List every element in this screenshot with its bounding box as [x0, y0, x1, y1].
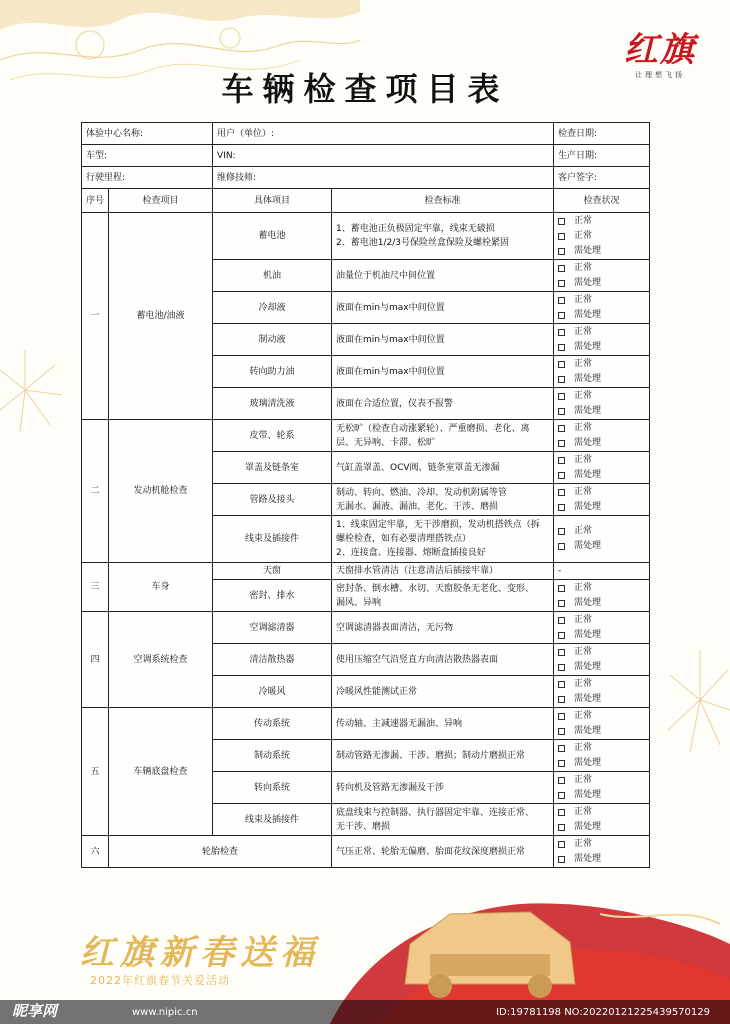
standard-cell [332, 388, 554, 420]
status-label: 正常 [574, 806, 593, 817]
status-label: 正常 [574, 326, 593, 337]
standard-line: 1、蓄电池正负极固定牢靠，线束无破损 [336, 224, 495, 234]
checkbox-icon[interactable] [558, 664, 565, 671]
standard-line: 漏风、异响 [336, 597, 382, 608]
watermark-id: ID:19781198 NO:20220121225439570129 [496, 1007, 710, 1018]
info-row [82, 123, 650, 145]
group-name: 轮胎检查 [109, 836, 332, 868]
standard-line: 液面在min与max中间位置 [336, 366, 445, 377]
status-label: 正常 [574, 614, 593, 625]
info-cell: 行驶里程: [82, 167, 213, 189]
inspection-table [81, 122, 650, 868]
status-option[interactable] [558, 820, 645, 835]
status-cell [554, 676, 650, 708]
checkbox-icon[interactable] [558, 824, 565, 831]
checkbox-icon[interactable] [558, 713, 565, 720]
standard-cell [332, 708, 554, 740]
status-cell [554, 213, 650, 260]
group-seq: 一 [82, 213, 109, 420]
checkbox-icon[interactable] [558, 361, 565, 368]
status-option[interactable] [558, 308, 645, 323]
checkbox-icon[interactable] [558, 408, 565, 415]
standard-cell [332, 356, 554, 388]
standard-line: 空调滤清器表面清洁，无污物 [336, 622, 454, 633]
checkbox-icon[interactable] [558, 681, 565, 688]
watermark-logo: 昵享网 [12, 1002, 58, 1020]
status-label: 正常 [574, 710, 593, 721]
checkbox-icon[interactable] [558, 233, 565, 240]
group-seq: 三 [82, 563, 109, 612]
checkbox-icon[interactable] [558, 457, 565, 464]
standard-line: 液面在min与max中间位置 [336, 302, 445, 313]
status-option[interactable] [558, 500, 645, 515]
standard-cell [332, 484, 554, 516]
standard-line: 2、蓄电池1/2/3号保险丝盒保险及螺栓紧固 [336, 238, 509, 248]
brand-logo: 红旗 [624, 30, 696, 70]
header-seq: 序号 [82, 189, 109, 213]
header-std: 检查标准 [332, 189, 554, 213]
status-option[interactable] [558, 389, 645, 404]
status-label: 正常 [574, 230, 593, 241]
sub-item: 制动液 [213, 324, 332, 356]
status-cell [554, 708, 650, 740]
standard-cell [332, 740, 554, 772]
group-seq: 五 [82, 708, 109, 836]
standard-line: 液面在合适位置，仪表不报警 [336, 398, 454, 409]
status-label: 正常 [574, 742, 593, 753]
status-option[interactable] [558, 756, 645, 771]
status-option[interactable] [558, 788, 645, 803]
sub-item: 制动系统 [213, 740, 332, 772]
standard-cell [332, 563, 554, 580]
status-label: 正常 [574, 646, 593, 657]
status-option[interactable] [558, 468, 645, 483]
status-label: 需处理 [574, 661, 602, 672]
status-option[interactable] [558, 436, 645, 451]
standard-line: 传动轴、主减速器无漏油、异响 [336, 718, 463, 729]
status-label: 正常 [574, 422, 593, 433]
info-cell: 维修技师: [213, 167, 554, 189]
checkbox-icon[interactable] [558, 696, 565, 703]
status-option[interactable] [558, 340, 645, 355]
sub-item: 罩盖及链条室 [213, 452, 332, 484]
info-cell: 检查日期: [554, 123, 650, 145]
standard-line: 转向机及管路无渗漏及干涉 [336, 782, 445, 793]
checkbox-icon[interactable] [558, 489, 565, 496]
status-option[interactable] [558, 852, 645, 867]
checkbox-icon[interactable] [558, 841, 565, 848]
sub-item: 传动系统 [213, 708, 332, 740]
status-option[interactable] [558, 645, 645, 660]
sub-item: 机油 [213, 260, 332, 292]
status-option[interactable] [558, 244, 645, 259]
standard-line: 螺栓检查，如有必要清理搭铁点） [336, 534, 472, 544]
standard-line: 1、线束固定牢靠，无干涉磨损，发动机搭铁点（拆 [336, 520, 540, 530]
status-label: 需处理 [574, 437, 602, 448]
checkbox-icon[interactable] [558, 528, 565, 535]
status-option[interactable] [558, 741, 645, 756]
status-option[interactable] [558, 628, 645, 643]
sub-item: 线束及插接件 [213, 516, 332, 563]
checkbox-icon[interactable] [558, 344, 565, 351]
sub-item: 玻璃清洗液 [213, 388, 332, 420]
checkbox-icon[interactable] [558, 649, 565, 656]
standard-line: 气压正常、轮胎无偏磨、胎面花纹深度磨损正常 [336, 846, 526, 857]
standard-cell [332, 292, 554, 324]
status-cell [554, 260, 650, 292]
standard-line: 无松旷（检查自动涨紧轮）、严重磨损、老化、离 [336, 423, 530, 434]
status-label: 需处理 [574, 373, 602, 384]
status-option[interactable] [558, 485, 645, 500]
status-label: 正常 [574, 678, 593, 689]
checkbox-icon[interactable] [558, 329, 565, 336]
checkbox-icon[interactable] [558, 632, 565, 639]
standard-line: 使用压缩空气沿竖直方向清洁散热器表面 [336, 654, 499, 665]
sub-item: 转向助力油 [213, 356, 332, 388]
sub-item: 冷暖风 [213, 676, 332, 708]
standard-cell [332, 612, 554, 644]
status-label: 需处理 [574, 821, 602, 832]
standard-cell [332, 644, 554, 676]
checkbox-icon[interactable] [558, 376, 565, 383]
status-option[interactable] [558, 453, 645, 468]
standard-cell [332, 324, 554, 356]
status-label: 正常 [574, 486, 593, 497]
table-header-row [82, 189, 650, 213]
standard-line: 底盘线束与控制器、执行器固定牢靠、连接正常、 [336, 807, 535, 818]
status-cell [554, 580, 650, 612]
group-name: 蓄电池/油液 [109, 213, 213, 420]
checkbox-icon[interactable] [558, 585, 565, 592]
status-cell [554, 836, 650, 868]
status-option[interactable] [558, 613, 645, 628]
standard-line: 2、连接盒、连接器、熔断盒插接良好 [336, 548, 486, 558]
status-label: 正常 [574, 294, 593, 305]
standard-cell [332, 676, 554, 708]
status-cell [554, 563, 650, 580]
status-option[interactable] [558, 214, 645, 229]
standard-line: 制动、转向、燃油、冷却、发动机附属等管 [336, 487, 508, 498]
status-option[interactable] [558, 596, 645, 611]
info-cell: 客户签字: [554, 167, 650, 189]
firework-left-decoration [0, 340, 70, 440]
status-option[interactable] [558, 372, 645, 387]
status-label: 需处理 [574, 245, 602, 256]
status-cell [554, 484, 650, 516]
watermark-url: www.nipic.cn [132, 1007, 198, 1018]
standard-cell [332, 213, 554, 260]
info-row [82, 145, 650, 167]
sub-item: 清洁散热器 [213, 644, 332, 676]
status-label: 需处理 [574, 789, 602, 800]
page-title: 车辆检查项目表 [221, 70, 509, 108]
sub-item: 天窗 [213, 563, 332, 580]
status-label: 需处理 [574, 405, 602, 416]
checkbox-icon[interactable] [558, 280, 565, 287]
table-row [82, 836, 650, 868]
checkbox-icon[interactable] [558, 543, 565, 550]
status-option[interactable] [558, 276, 645, 291]
checkbox-icon[interactable] [558, 777, 565, 784]
status-option[interactable] [558, 539, 645, 554]
status-label: 需处理 [574, 541, 602, 551]
header-sub: 具体项目 [213, 189, 332, 213]
status-option[interactable] [558, 293, 645, 308]
checkbox-icon[interactable] [558, 792, 565, 799]
standard-cell [332, 836, 554, 868]
status-option[interactable] [558, 404, 645, 419]
group-seq: 六 [82, 836, 109, 868]
festive-subslogan: 2022年红旗春节关爱活动 [90, 974, 230, 987]
checkbox-icon[interactable] [558, 760, 565, 767]
checkbox-icon[interactable] [558, 728, 565, 735]
standard-line: 密封条、倒水槽、水切、天窗胶条无老化、变形、 [336, 583, 535, 594]
table-row [82, 612, 650, 644]
status-cell [554, 420, 650, 452]
table-row [82, 563, 650, 580]
festive-slogan: 红旗新春送福 [80, 933, 320, 973]
standard-line: 无干涉、磨损 [336, 821, 391, 832]
status-cell [554, 356, 650, 388]
standard-cell [332, 772, 554, 804]
status-label: 需处理 [574, 757, 602, 768]
status-option[interactable] [558, 524, 645, 539]
info-cell: 车型: [82, 145, 213, 167]
standard-line: 天窗排水管清洁（注意清洁后插接牢靠） [336, 566, 499, 576]
sub-item: 皮带、轮系 [213, 420, 332, 452]
sub-item: 转向系统 [213, 772, 332, 804]
status-label: 正常 [574, 390, 593, 401]
sub-item: 密封、排水 [213, 580, 332, 612]
sub-item: 管路及接头 [213, 484, 332, 516]
status-option[interactable] [558, 421, 645, 436]
status-label: 正常 [574, 262, 593, 273]
sub-item: 空调滤清器 [213, 612, 332, 644]
status-option[interactable] [558, 709, 645, 724]
checkbox-icon[interactable] [558, 617, 565, 624]
checkbox-icon[interactable] [558, 393, 565, 400]
checkbox-icon[interactable] [558, 472, 565, 479]
checkbox-icon[interactable] [558, 504, 565, 511]
status-label: 正常 [574, 358, 593, 369]
standard-line: 无漏水、漏液、漏油、老化、干涉、磨损 [336, 501, 499, 512]
status-option[interactable] [558, 581, 645, 596]
status-label: 需处理 [574, 629, 602, 640]
status-option[interactable] [558, 229, 645, 244]
header-status: 检查状况 [554, 189, 650, 213]
status-cell [554, 772, 650, 804]
status-dash: - [558, 566, 562, 576]
group-seq: 二 [82, 420, 109, 563]
status-cell [554, 612, 650, 644]
status-option[interactable] [558, 692, 645, 707]
status-option[interactable] [558, 805, 645, 820]
standard-cell [332, 516, 554, 563]
group-name: 车身 [109, 563, 213, 612]
table-row [82, 213, 650, 260]
sub-item: 蓄电池 [213, 213, 332, 260]
status-cell [554, 324, 650, 356]
status-cell [554, 740, 650, 772]
status-option[interactable] [558, 677, 645, 692]
standard-line: 液面在min与max中间位置 [336, 334, 445, 345]
checkbox-icon[interactable] [558, 265, 565, 272]
standard-cell [332, 260, 554, 292]
info-cell: 生产日期: [554, 145, 650, 167]
status-label: 需处理 [574, 341, 602, 352]
status-label: 需处理 [574, 309, 602, 320]
status-label: 正常 [574, 774, 593, 785]
checkbox-icon[interactable] [558, 856, 565, 863]
standard-cell [332, 420, 554, 452]
status-label: 正常 [574, 838, 593, 849]
sub-item: 冷却液 [213, 292, 332, 324]
status-cell [554, 516, 650, 563]
status-label: 需处理 [574, 597, 602, 608]
checkbox-icon[interactable] [558, 425, 565, 432]
info-cell: 用户（单位）: [213, 123, 554, 145]
checkbox-icon[interactable] [558, 312, 565, 319]
status-option[interactable] [558, 724, 645, 739]
checkbox-icon[interactable] [558, 440, 565, 447]
status-label: 正常 [574, 526, 593, 536]
status-option[interactable] [558, 837, 645, 852]
checkbox-icon[interactable] [558, 745, 565, 752]
group-seq: 四 [82, 612, 109, 708]
group-name: 车辆底盘检查 [109, 708, 213, 836]
standard-line: 层、无异响、卡滞、松旷 [336, 437, 436, 448]
status-cell [554, 644, 650, 676]
status-cell [554, 452, 650, 484]
status-option[interactable] [558, 773, 645, 788]
status-option[interactable] [558, 325, 645, 340]
checkbox-icon[interactable] [558, 809, 565, 816]
sub-item: 线束及插接件 [213, 804, 332, 836]
status-label: 需处理 [574, 501, 602, 512]
standard-cell [332, 452, 554, 484]
status-label: 需处理 [574, 693, 602, 704]
checkbox-icon[interactable] [558, 218, 565, 225]
status-option[interactable] [558, 660, 645, 675]
standard-line: 气缸盖罩盖、OCV阀、链条室罩盖无渗漏 [336, 462, 500, 473]
table-row [82, 708, 650, 740]
status-label: 正常 [574, 454, 593, 465]
firework-right-decoration [660, 640, 730, 760]
group-name: 发动机舱检查 [109, 420, 213, 563]
status-label: 需处理 [574, 725, 602, 736]
checkbox-icon[interactable] [558, 600, 565, 607]
status-cell [554, 388, 650, 420]
standard-line: 油量位于机油尺中间位置 [336, 270, 436, 281]
status-cell [554, 292, 650, 324]
table-row [82, 420, 650, 452]
info-cell: VIN: [213, 145, 554, 167]
status-cell [554, 804, 650, 836]
status-label: 正常 [574, 582, 593, 593]
header-item: 检查项目 [109, 189, 213, 213]
info-row [82, 167, 650, 189]
standard-cell [332, 580, 554, 612]
status-label: 正常 [574, 215, 593, 226]
status-label: 需处理 [574, 469, 602, 480]
group-name: 空调系统检查 [109, 612, 213, 708]
checkbox-icon[interactable] [558, 297, 565, 304]
standard-line: 制动管路无渗漏、干涉、磨损；制动片磨损正常 [336, 750, 526, 761]
status-option[interactable] [558, 357, 645, 372]
standard-cell [332, 804, 554, 836]
brand-tagline: 让理想飞扬 [635, 71, 685, 79]
checkbox-icon[interactable] [558, 248, 565, 255]
status-label: 需处理 [574, 277, 602, 288]
standard-line: 冷暖风性能测试正常 [336, 686, 418, 697]
status-option[interactable] [558, 261, 645, 276]
info-cell: 体验中心名称: [82, 123, 213, 145]
status-label: 需处理 [574, 853, 602, 864]
